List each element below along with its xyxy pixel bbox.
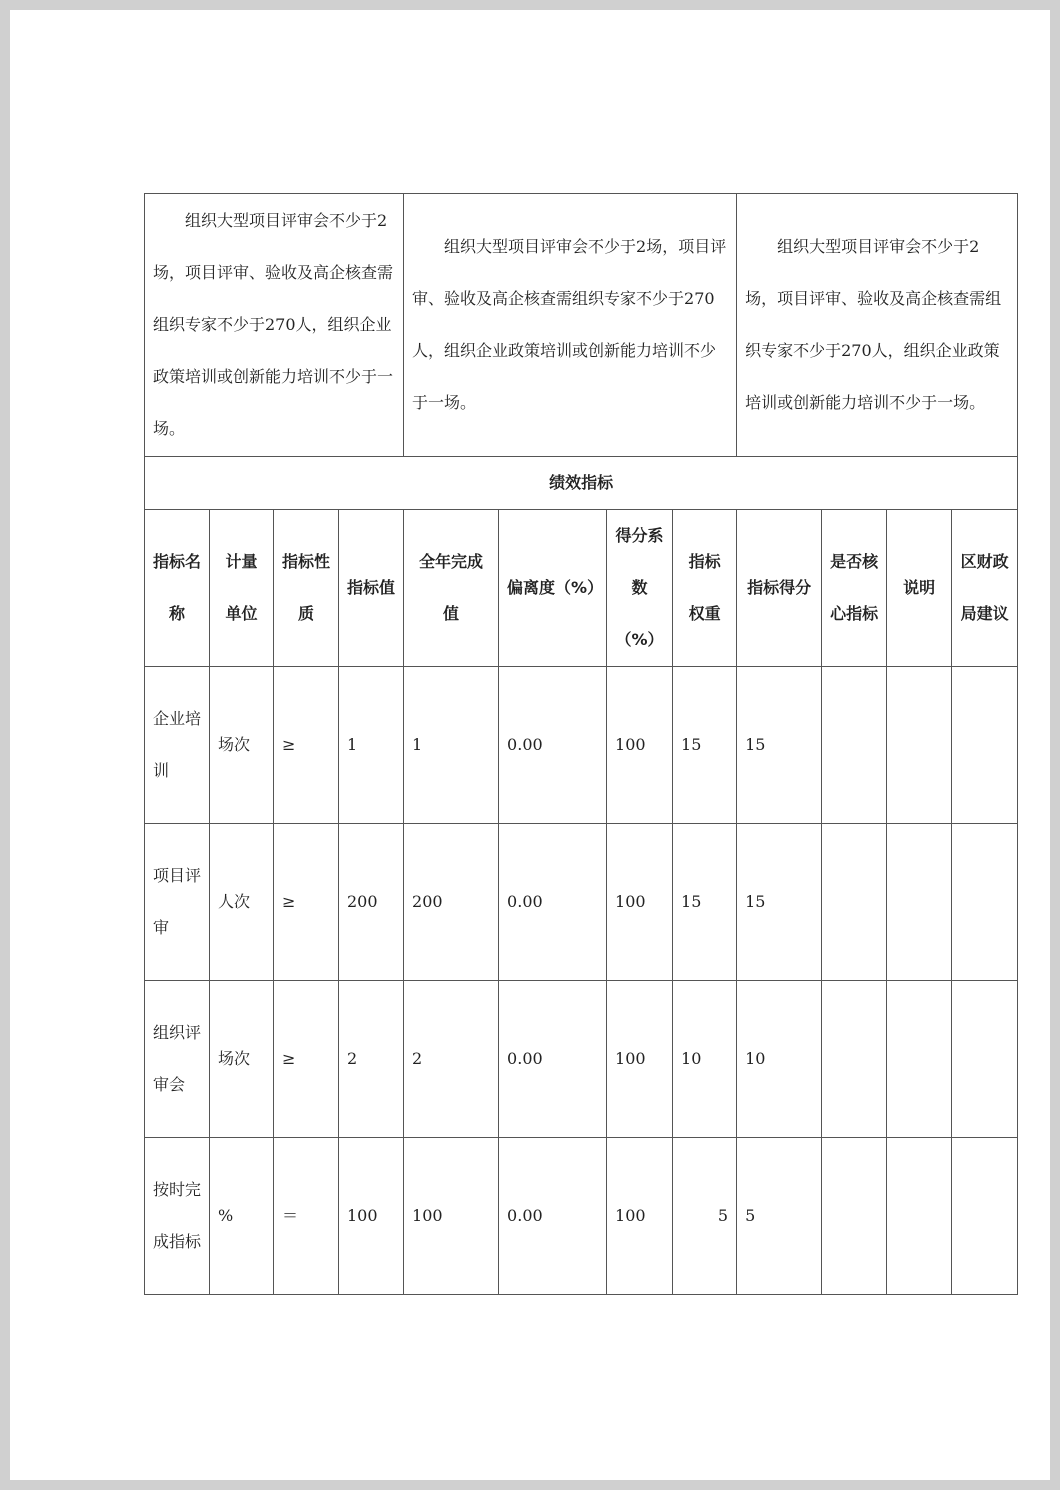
score: 15: [737, 824, 822, 981]
advice: [952, 824, 1018, 981]
header-cell: 指标名称: [145, 510, 210, 667]
core-flag: [822, 824, 887, 981]
header-cell: 指标性质: [274, 510, 339, 667]
actual-value: 1: [404, 667, 499, 824]
table-row: [145, 981, 1018, 1138]
header-cell: 说明: [887, 510, 952, 667]
section-title: 绩效指标: [145, 457, 1018, 510]
weight: 15: [673, 667, 737, 824]
weight: 10: [673, 981, 737, 1138]
advice: [952, 667, 1018, 824]
advice: [952, 1138, 1018, 1295]
description-text: 组织大型项目评审会不少于2场，项目评审、验收及高企核查需组织专家不少于270人，组织企业政策培训或创新能力培训不少于一场。: [745, 237, 1002, 412]
description-cell-3: [737, 194, 1018, 457]
description-cell-2: [404, 194, 737, 457]
actual-value: 2: [404, 981, 499, 1138]
unit: %: [210, 1138, 274, 1295]
target-value: 200: [339, 824, 404, 981]
section-title-row: [145, 457, 1018, 510]
core-flag: [822, 1138, 887, 1295]
note: [887, 1138, 952, 1295]
core-flag: [822, 667, 887, 824]
deviation: 0.00: [499, 824, 607, 981]
unit: 场次: [210, 981, 274, 1138]
deviation: 0.00: [499, 981, 607, 1138]
unit: 场次: [210, 667, 274, 824]
score-coefficient: 100: [607, 667, 673, 824]
table-row: [145, 667, 1018, 824]
weight: 5: [673, 1138, 737, 1295]
description-cell-1: [145, 194, 404, 457]
actual-value: 200: [404, 824, 499, 981]
header-cell: 得分系数（%）: [607, 510, 673, 667]
header-cell: 计量单位: [210, 510, 274, 667]
document-page: [10, 10, 1050, 1480]
header-cell: 是否核心指标: [822, 510, 887, 667]
nature: ≥: [274, 981, 339, 1138]
indicator-name: 项目评审: [145, 824, 210, 981]
core-flag: [822, 981, 887, 1138]
table-row: [145, 1138, 1018, 1295]
actual-value: 100: [404, 1138, 499, 1295]
nature: ＝: [274, 1138, 339, 1295]
indicator-name: 企业培训: [145, 667, 210, 824]
score-coefficient: 100: [607, 1138, 673, 1295]
target-value: 100: [339, 1138, 404, 1295]
header-cell: 指标得分: [737, 510, 822, 667]
score: 10: [737, 981, 822, 1138]
table-row: [145, 824, 1018, 981]
target-value: 2: [339, 981, 404, 1138]
score-coefficient: 100: [607, 981, 673, 1138]
note: [887, 667, 952, 824]
target-value: 1: [339, 667, 404, 824]
nature: ≥: [274, 667, 339, 824]
header-cell: 指标值: [339, 510, 404, 667]
indicator-name: 组织评审会: [145, 981, 210, 1138]
unit: 人次: [210, 824, 274, 981]
deviation: 0.00: [499, 667, 607, 824]
header-cell: 指标权重: [673, 510, 737, 667]
header-row: [145, 510, 1018, 667]
deviation: 0.00: [499, 1138, 607, 1295]
score: 5: [737, 1138, 822, 1295]
header-cell: 全年完成值: [404, 510, 499, 667]
note: [887, 824, 952, 981]
indicator-name: 按时完成指标: [145, 1138, 210, 1295]
header-cell: 区财政局建议: [952, 510, 1018, 667]
weight: 15: [673, 824, 737, 981]
description-row: [145, 194, 1018, 457]
nature: ≥: [274, 824, 339, 981]
score: 15: [737, 667, 822, 824]
description-text: 组织大型项目评审会不少于2场，项目评审、验收及高企核查需组织专家不少于270人，组织企业政策培训或创新能力培训不少于一场。: [412, 237, 727, 412]
header-cell: 偏离度（%）: [499, 510, 607, 667]
score-coefficient: 100: [607, 824, 673, 981]
advice: [952, 981, 1018, 1138]
note: [887, 981, 952, 1138]
performance-table: [144, 193, 1018, 1295]
description-text: 组织大型项目评审会不少于2场，项目评审、验收及高企核查需组织专家不少于270人，组织企业政策培训或创新能力培训不少于一场。: [153, 211, 394, 438]
